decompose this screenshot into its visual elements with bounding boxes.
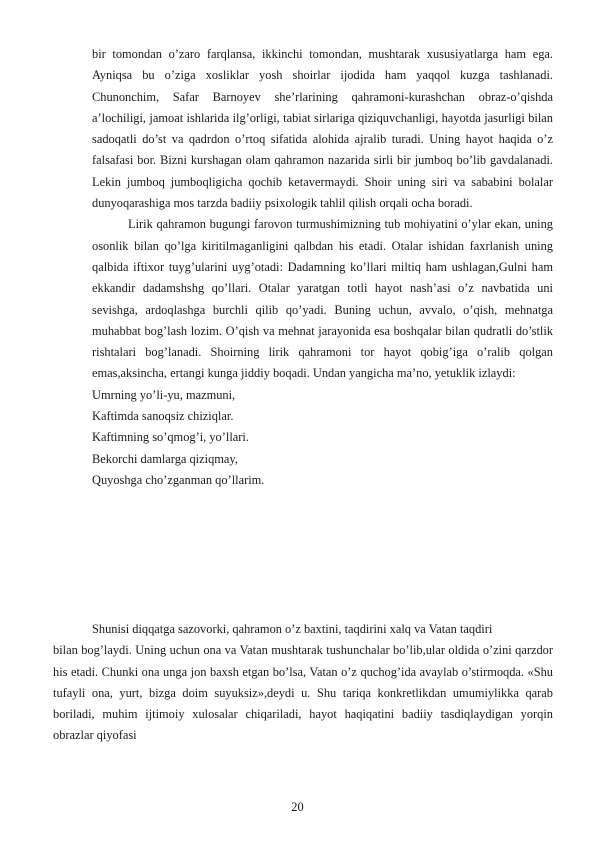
paragraph-2: Lirik qahramon bugungi farovon turmushimizning tub mohiyatini o’ylar ekan, uning osonlik bilan qo’lga kiritilmaganligini qalbdan his etadi. Otalar ishidan faxrlanish uning qalbida iftixor tuyg’ularini uyg’otadi: Dadamning ko’llari miltiq ham ushlagan,Gulni ham ekkandir dadamshshg qo’llari. Otalar yaratgan totli hayot nash’asi o’z navbatida uni sevishga, ardoqlashga burchli qilib qo’yadi. Buning uchun, avvalo, o’qish, mehnatga muhabbat bog’lash lozim. O’qish va mehnat jarayonida esa boshqalar bilan qudratli do’stlik rishtalari bog’lanadi. Shoirning lirik qahramoni tor hayot qobig’iga o’ralib qolgan emas,aksincha, ertangi kunga jiddiy boqadi. Undan yangicha ma’no, yetuklik izlaydi: xyxy=(92,217,553,381)
page-number: 20 xyxy=(291,800,304,814)
paragraph-3-first-line: Shunisi diqqatga sazovorki, qahramon o’z baxtini, taqdirini xalq va Vatan taqdiri xyxy=(92,622,493,636)
poem-line: Kaftimda sanoqsiz chiziqlar. xyxy=(92,409,234,424)
poem xyxy=(92,385,553,491)
main-text xyxy=(92,44,553,491)
paragraph-1: bir tomondan o’zaro farqlansa, ikkinchi tomondan, mushtarak xususiyatlarga ham ega. Ayniqsa bu o’ziga xosliklar yosh shoirlar ijodida ham yaqqol kuzga tashlanadi. Chunonchim, Safar Barnoyev she’rlarining qahramoni-kurashchan obraz-o’qishda a’lochiligi, jamoat ishlarida ilg’orligi, tabiat sirlariga qiziquvchanligi, hayotda jasurligi bilan sadoqatli do’st va qadrdon o’rtoq sifatida alohida ajralib turadi. Uning hayot haqida o’z falsafasi bor. Bizni kurshagan olam qahramon nazarida sirli bir jumboq bo’lib gavdalanadi. Lekin jumboq jumboqligicha qochib ketavermaydi. Shoir uning siri va sababini bolalar dunyoqarashiga mos tarzda badiiy psixologik tahlil qilish orqali ocha boradi. xyxy=(92,47,553,211)
poem-line: Umrning yo’li-yu, mazmuni, xyxy=(92,387,236,402)
paragraph-3 xyxy=(53,619,553,747)
poem-line: Quyoshga cho’zganman qo’llarim. xyxy=(92,472,265,487)
poem-line: Bekorchi damlarga qiziqmay, xyxy=(92,451,238,466)
paragraph-3-body: bilan bog’laydi. Uning uchun ona va Vatan mushtarak tushunchalar bo’lib,ular oldida o’zini qarzdor his etadi. Chunki ona unga jon baxsh etgan bo’lsa, Vatan o’z quchog’ida avaylab o’stirmoqda. «Shu tufayli ona, yurt, bizga doim suyuksiz»,deydi u. Shu tariqa konkretlikdan umumiylikka qarab boriladi, muhim ijtimoiy xulosalar chiqariladi, hayot haqiqatini badiiy tasdiqlaydigan yorqin obrazlar qiyofasi xyxy=(53,643,553,743)
poem-line: Kaftimning so’qmog’i, yo’llari. xyxy=(92,430,249,445)
